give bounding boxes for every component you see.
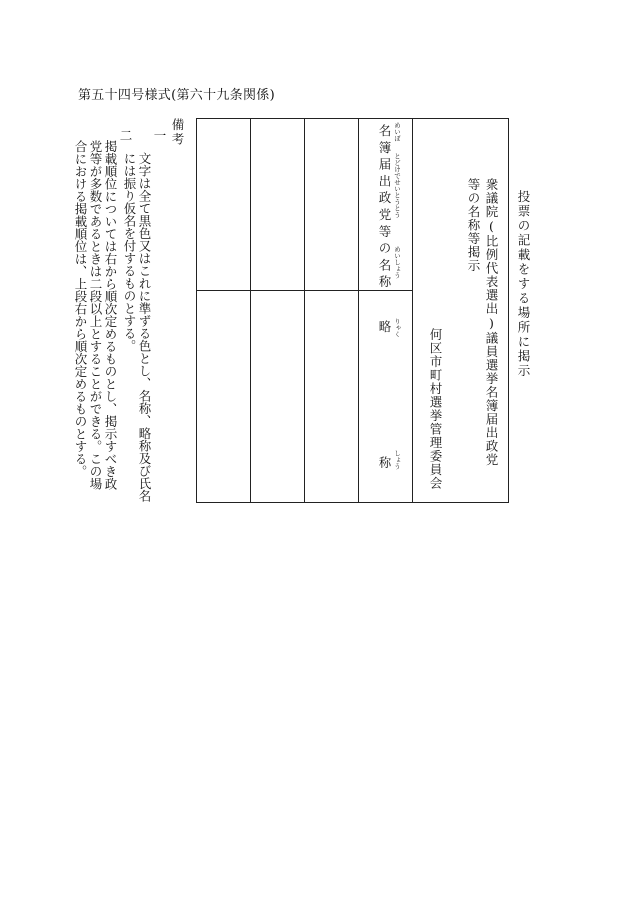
notice-title-line2: 等の名称等掲示 bbox=[466, 178, 481, 273]
table-divider-col1 bbox=[358, 119, 359, 502]
name-ruby-meibo: めいぼ bbox=[393, 122, 401, 142]
remark-2-number: 二 bbox=[118, 129, 133, 142]
table-divider-header bbox=[412, 119, 413, 502]
remark-2-text: 掲載順位については右から順次定めるものとし、掲示すべき政党等が多数であるときは二段以上とすることができる。この場合における掲載順位は、上段右から順次定めるものとする。 bbox=[73, 140, 118, 490]
table-divider-col3 bbox=[250, 119, 251, 502]
abbr-ruby-sho: しょう bbox=[393, 450, 401, 470]
name-column-label: 名簿届出政党等の名称 bbox=[377, 124, 392, 292]
committee-name: 何区市町村選挙管理委員会 bbox=[428, 328, 443, 490]
abbr-ruby-ryaku: りゃく bbox=[393, 318, 401, 338]
party-listing-table bbox=[196, 118, 509, 503]
remark-1-text: 文字は全て黒色又はこれに準ずる色とし、名称、略称及び氏名には振り仮名を付するものとする。 bbox=[122, 152, 152, 502]
name-ruby-meisho: めいしょう bbox=[393, 246, 401, 279]
abbr-label-sho: 称 bbox=[377, 456, 392, 469]
remark-1-number: 一 bbox=[152, 129, 167, 142]
remarks-heading: 備考 bbox=[170, 118, 185, 147]
notice-title-line1: 衆議院(比例代表選出)議員選挙名簿届出政党 bbox=[484, 178, 499, 467]
posting-caption: 投票の記載をする場所に掲示 bbox=[516, 190, 531, 379]
form-title: 第五十四号様式(第六十九条関係) bbox=[78, 88, 275, 103]
abbr-label-ryaku: 略 bbox=[377, 320, 392, 333]
table-divider-col2 bbox=[304, 119, 305, 502]
name-ruby-todokede: とどけでせいとうとう bbox=[393, 153, 401, 218]
